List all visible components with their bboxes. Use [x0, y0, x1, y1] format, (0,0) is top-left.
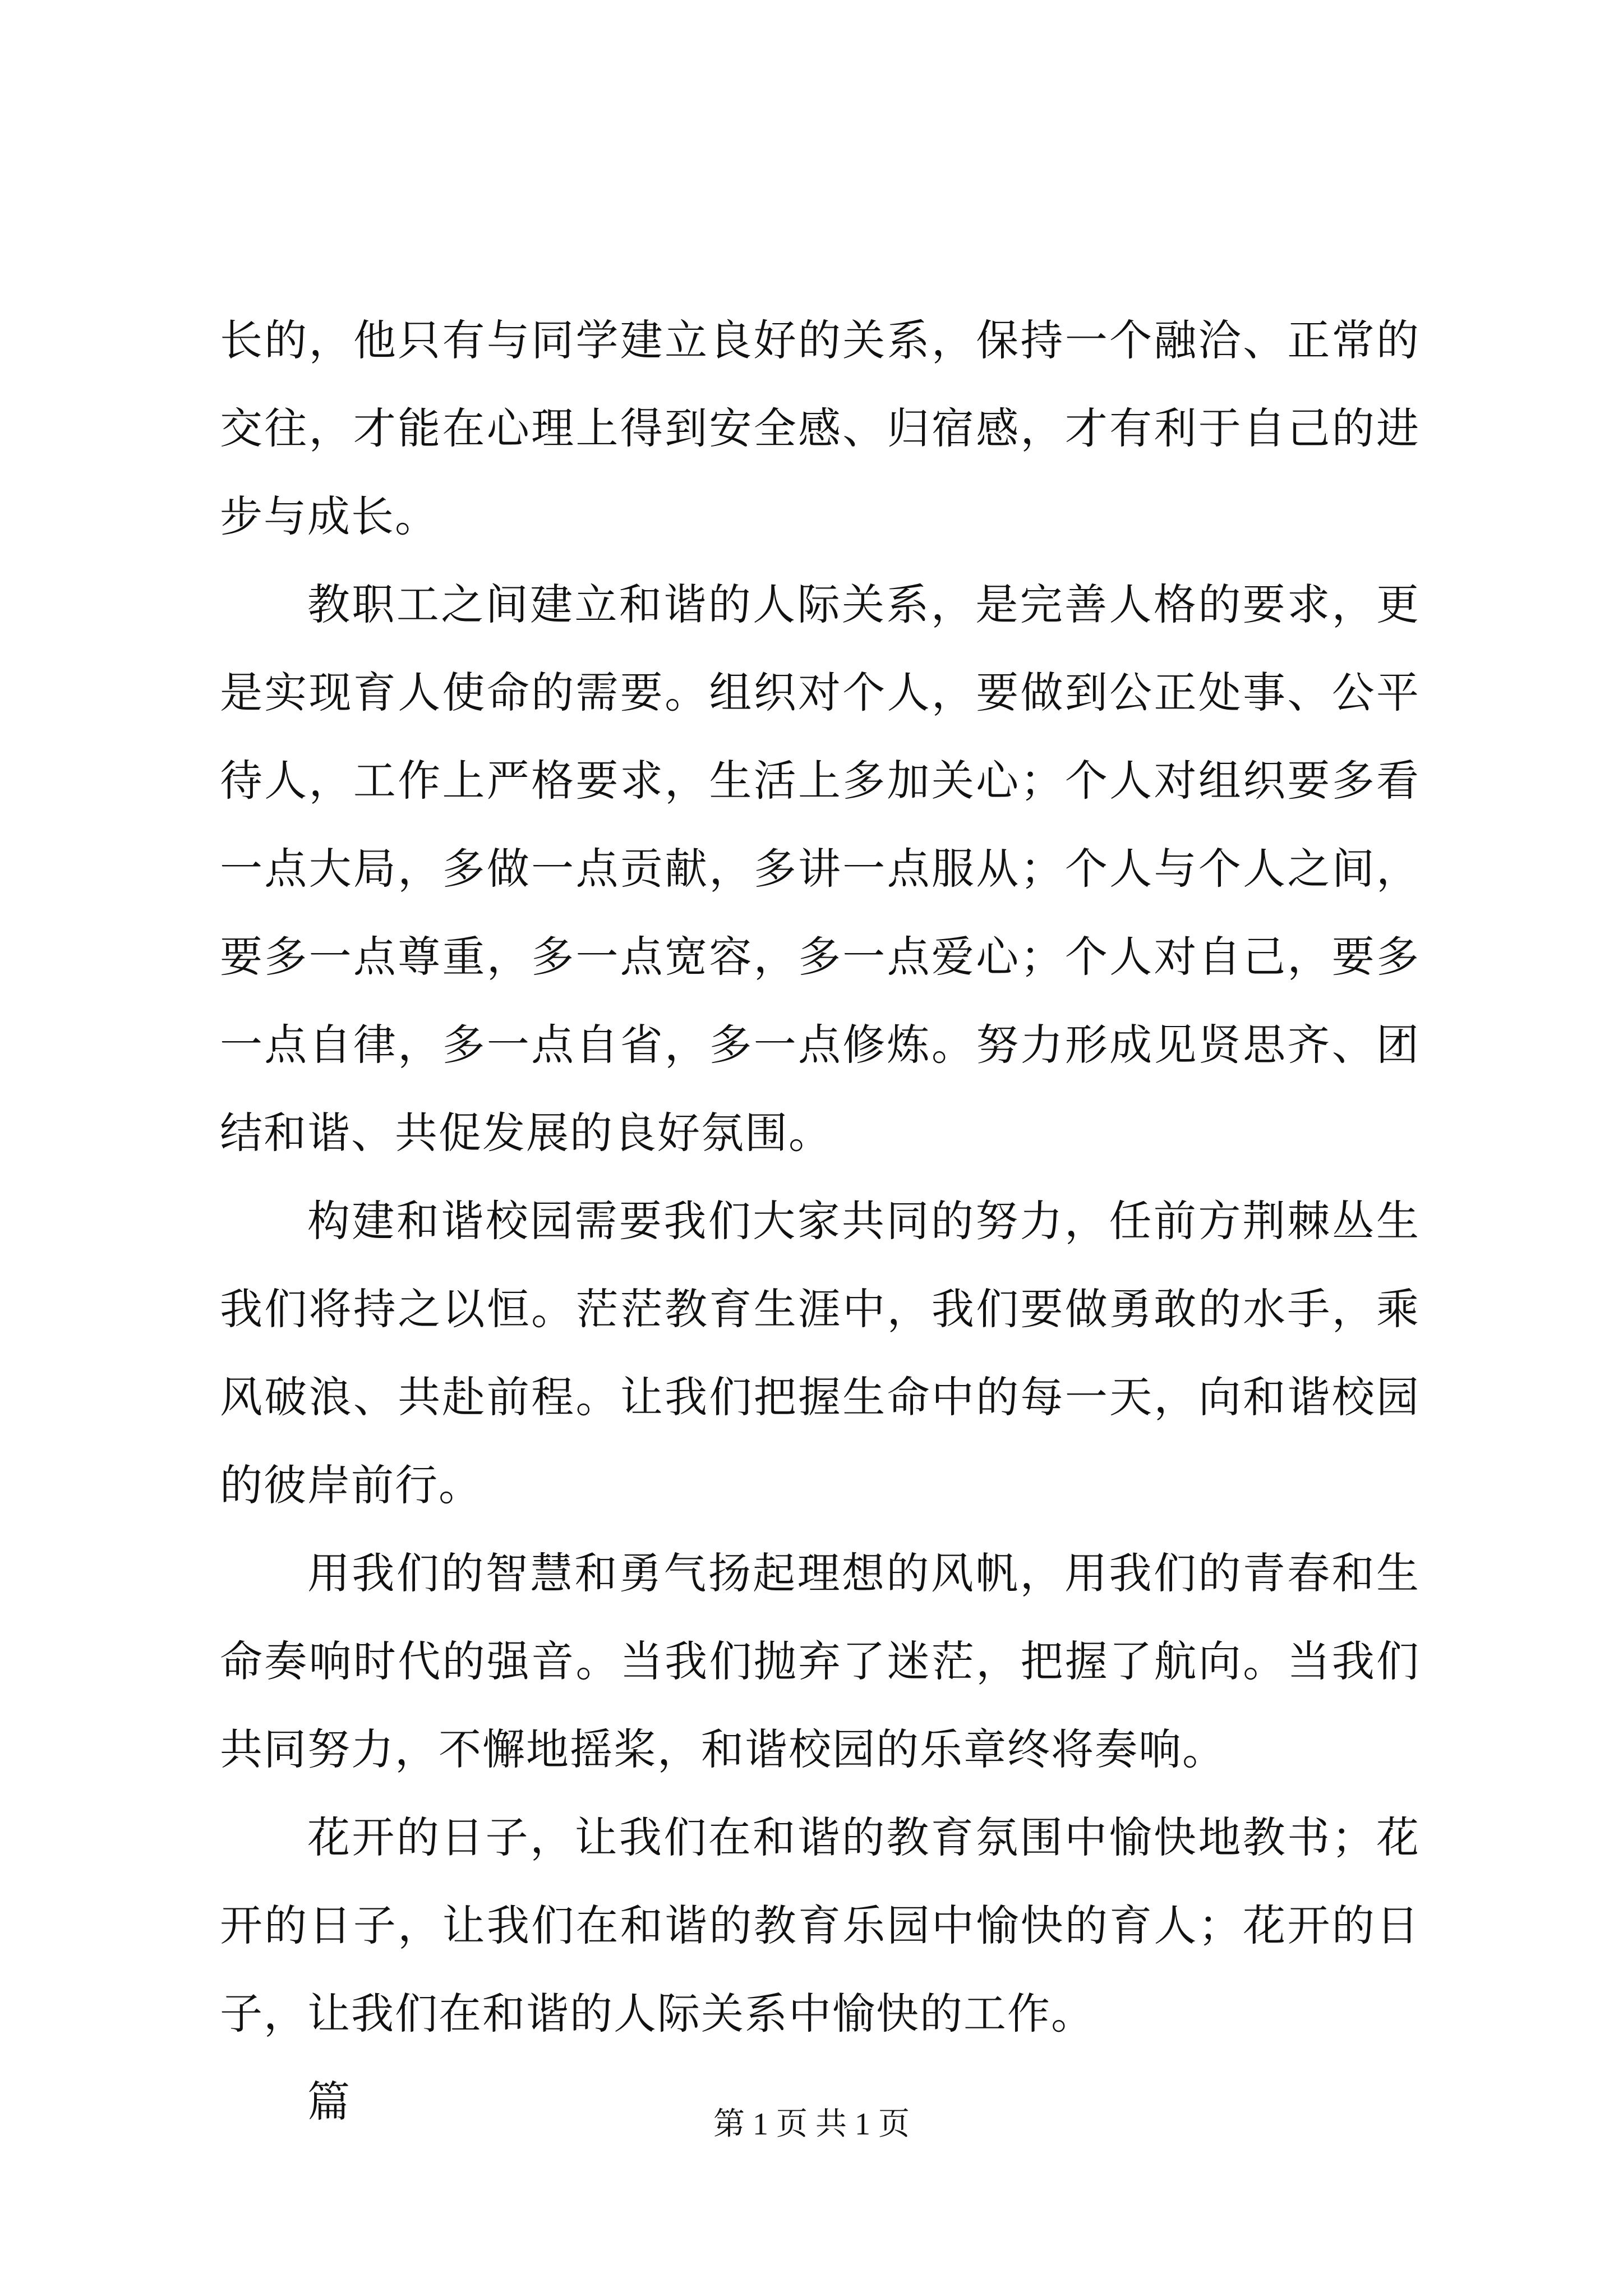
paragraph-staff-relations: 教职工之间建立和谐的人际关系，是完善人格的要求，更是实现育人使命的需要。组织对个人，要做到公正处事、公平待人，工作上严格要求，生活上多加关心；个人对组织要多看一点大局，多做一点贡献，多讲一点服从；个人与个人之间，要多一点尊重，多一点宽容，多一点爱心；个人对自己，要多一点自律，多一点自省，多一点修炼。努力形成见贤思齐、团结和谐、共促发展的良好氛围。 — [220, 579, 1420, 1158]
paragraph-wisdom-courage: 用我们的智慧和勇气扬起理想的风帆，用我们的青春和生命奏响时代的强音。当我们抛弃了迷茫，把握了航向。当我们共同努力，不懈地摇桨，和谐校园的乐章终将奏响。 — [220, 1548, 1420, 1774]
page-footer: 第 1 页 共 1 页 — [713, 2107, 910, 2142]
paragraph-continued: 长的，他只有与同学建立良好的关系，保持一个融洽、正常的交往，才能在心理上得到安全感、归宿感，才有利于自己的进步与成长。 — [220, 315, 1420, 541]
paragraph-section-mark: 篇 — [307, 2077, 351, 2127]
paragraph-harmonious-campus: 构建和谐校园需要我们大家共同的努力，任前方荆棘丛生我们将持之以恒。茫茫教育生涯中，我们要做勇敢的水手，乘风破浪、共赴前程。让我们把握生命中的每一天，向和谐校园的彼岸前行。 — [220, 1196, 1420, 1510]
document-body — [220, 296, 1420, 2146]
paragraph-blooming-days: 花开的日子，让我们在和谐的教育氛围中愉快地教书；花开的日子，让我们在和谐的教育乐园中愉快的育人；花开的日子，让我们在和谐的人际关系中愉快的工作。 — [220, 1812, 1420, 2039]
